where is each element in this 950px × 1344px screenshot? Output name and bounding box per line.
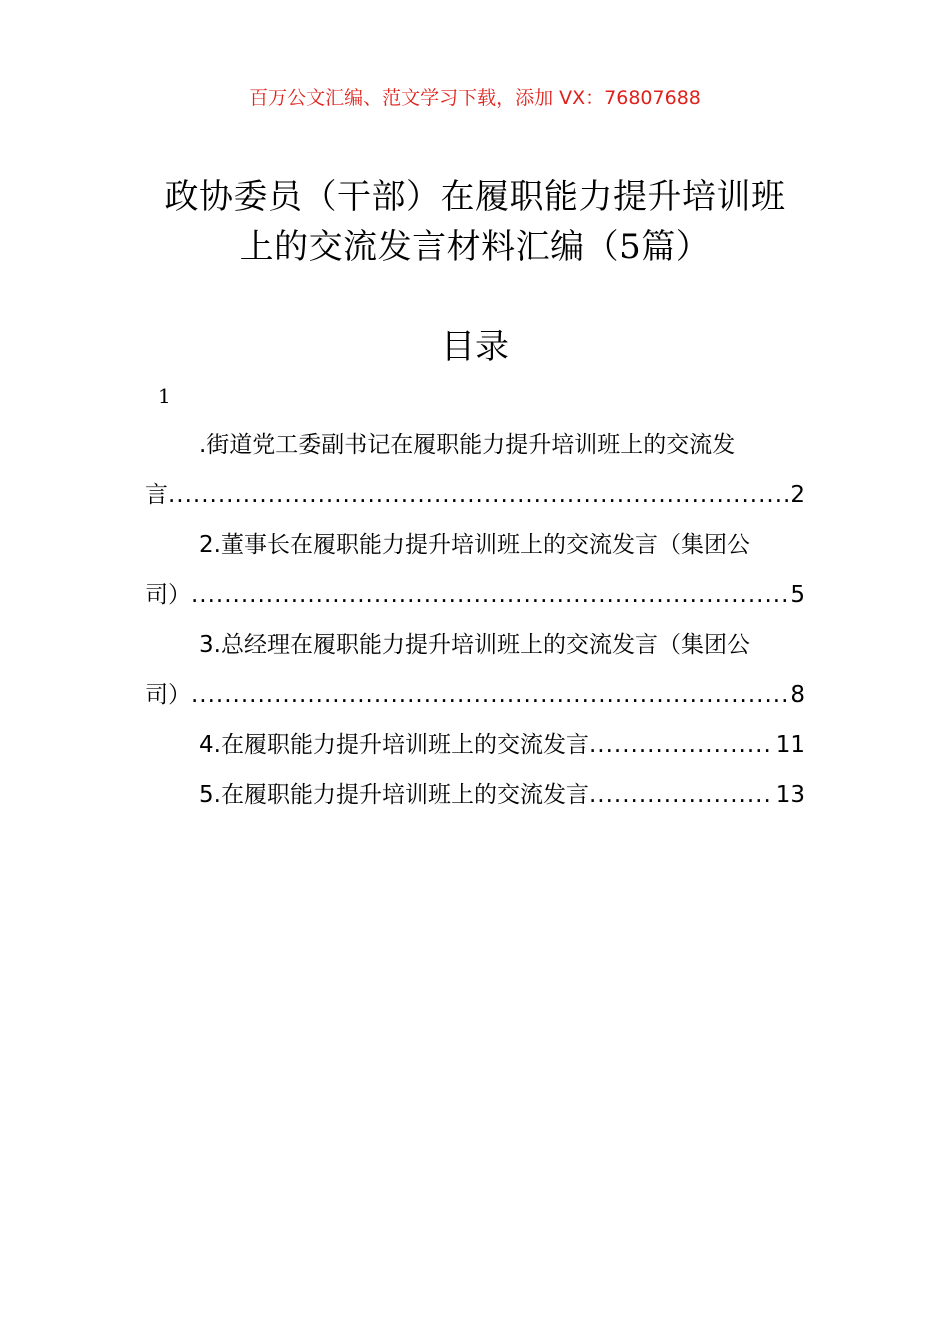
toc-entry-1[interactable] [145, 420, 805, 520]
toc-entry-5[interactable] [145, 770, 805, 820]
title-count: 5 [619, 227, 642, 267]
toc-entry-title-cont: 言 [145, 482, 168, 508]
toc-leader-dots [589, 720, 774, 770]
toc-entry-title-cont: 司） [145, 582, 191, 608]
toc-page-number: 2 [790, 482, 805, 508]
toc-entry-title: 4.在履职能力提升培训班上的交流发言 [199, 732, 589, 758]
toc-entry-title: .街道党工委副书记在履职能力提升培训班上的交流发 [199, 432, 736, 458]
title-line-2-end: 篇） [641, 227, 711, 267]
toc-leader-dots [191, 570, 788, 620]
title-line-2 [120, 222, 830, 272]
table-of-contents [145, 420, 805, 820]
toc-entry-title: 3.总经理在履职能力提升培训班上的交流发言（集团公 [199, 632, 750, 658]
document-title [120, 172, 830, 272]
toc-leader-dots [191, 670, 788, 720]
promo-header: 百万公文汇编、范文学习下载，添加 VX：76807688 [249, 87, 701, 109]
toc-leader-dots [589, 770, 774, 820]
toc-page-number: 8 [790, 682, 805, 708]
toc-entry-continuation [145, 670, 805, 720]
toc-leader-dots [168, 470, 788, 520]
toc-list-marker: 1 [158, 384, 171, 408]
toc-heading: 目录 [441, 327, 509, 367]
toc-page-number: 13 [775, 782, 805, 808]
title-line-2-start: 上的交流发言材料汇编（ [239, 227, 620, 267]
toc-entry-4[interactable] [145, 720, 805, 770]
toc-entry-3[interactable] [145, 620, 805, 720]
toc-entry-2[interactable] [145, 520, 805, 620]
toc-entry-continuation [145, 470, 805, 520]
toc-entry-title: 2.董事长在履职能力提升培训班上的交流发言（集团公 [199, 532, 750, 558]
toc-entry-title-cont: 司） [145, 682, 191, 708]
title-line-1: 政协委员（干部）在履职能力提升培训班 [164, 177, 786, 217]
toc-page-number: 11 [775, 732, 805, 758]
toc-page-number: 5 [790, 582, 805, 608]
toc-entry-title: 5.在履职能力提升培训班上的交流发言 [199, 782, 589, 808]
toc-entry-continuation [145, 570, 805, 620]
